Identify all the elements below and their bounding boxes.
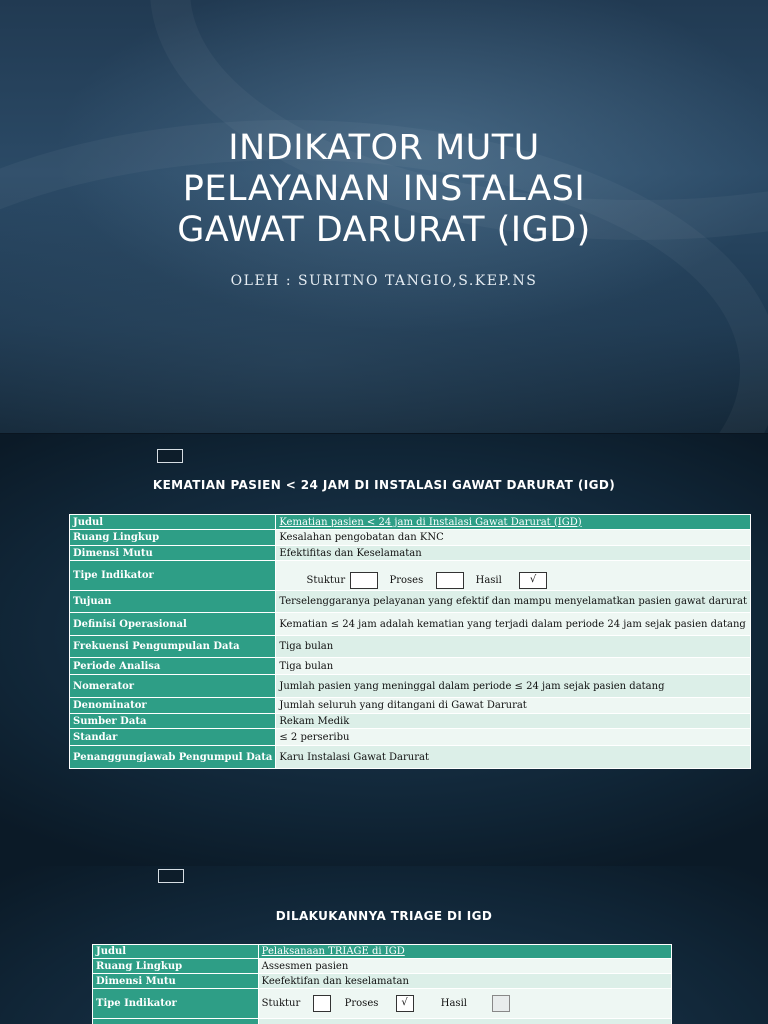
checkbox-hasil[interactable] xyxy=(492,995,510,1012)
row-value: Terselenggaranya pelayanan yang efektif dan mampu menyelamatkan pasien gawat darurat xyxy=(276,591,751,613)
checkbox-hasil[interactable]: √ xyxy=(519,572,547,589)
table-row xyxy=(70,729,751,746)
row-label: Definisi Operasional xyxy=(70,613,276,636)
table-row xyxy=(70,714,751,729)
row-label: Tipe Indikator xyxy=(70,561,276,591)
table-row xyxy=(70,746,751,769)
slide-title xyxy=(84,128,684,251)
checkbox-stuktur[interactable] xyxy=(350,572,378,589)
empty-placeholder-box xyxy=(157,449,183,463)
indicator-table xyxy=(69,514,751,769)
row-value: Karu Instalasi Gawat Darurat xyxy=(276,746,751,769)
table-row xyxy=(70,698,751,714)
indicator-table xyxy=(92,944,672,1024)
table-row xyxy=(93,959,672,974)
checkbox-stuktur[interactable] xyxy=(313,995,331,1012)
row-label: Standar xyxy=(70,729,276,746)
tipe-indikator-cell xyxy=(276,561,751,591)
row-value: Kematian pasien < 24 jam di Instalasi Gawat Darurat (IGD) xyxy=(276,515,751,530)
option-label-hasil: Hasil xyxy=(440,998,467,1009)
row-label: Penanggungjawab Pengumpul Data xyxy=(70,746,276,769)
table-row xyxy=(93,989,672,1019)
row-label: Frekuensi Pengumpulan Data xyxy=(70,636,276,658)
row-value: Keefektifan dan keselamatan xyxy=(258,974,671,989)
slide-subtitle: OLEH : SURITNO TANGIO,S.KEP.NS xyxy=(230,273,538,289)
indicator-slide-triage xyxy=(0,866,768,1024)
row-label: Judul xyxy=(93,945,259,959)
row-value: Rekam Medik xyxy=(276,714,751,729)
row-label: Nomerator xyxy=(70,675,276,698)
table-row xyxy=(70,561,751,591)
table-row xyxy=(93,945,672,959)
row-value xyxy=(258,1019,671,1024)
option-label-proses: Proses xyxy=(389,575,424,586)
row-label: Judul xyxy=(70,515,276,530)
title-line: INDIKATOR MUTU xyxy=(228,128,540,168)
table-row xyxy=(70,591,751,613)
tipe-indikator-cell xyxy=(258,989,671,1019)
table-row xyxy=(93,974,672,989)
table-row xyxy=(93,1019,672,1024)
table-row xyxy=(70,530,751,546)
title-line: PELAYANAN INSTALASI xyxy=(182,169,586,209)
row-label: Denominator xyxy=(70,698,276,714)
table-row xyxy=(70,658,751,675)
row-label: Ruang Lingkup xyxy=(70,530,276,546)
row-label: Ruang Lingkup xyxy=(93,959,259,974)
row-label: Dimensi Mutu xyxy=(93,974,259,989)
checkbox-proses[interactable] xyxy=(436,572,464,589)
table-row xyxy=(70,636,751,658)
option-label-stuktur: Stuktur xyxy=(306,575,346,586)
row-value: Assesmen pasien xyxy=(258,959,671,974)
row-label: Sumber Data xyxy=(70,714,276,729)
slide-heading: KEMATIAN PASIEN < 24 JAM DI INSTALASI GAWAT DARURAT (IGD) xyxy=(152,478,616,492)
option-label-stuktur: Stuktur xyxy=(261,998,301,1009)
row-label xyxy=(93,1019,259,1024)
row-value: Tiga bulan xyxy=(276,636,751,658)
row-value: ≤ 2 perseribu xyxy=(276,729,751,746)
title-slide xyxy=(0,0,768,433)
row-value: Kesalahan pengobatan dan KNC xyxy=(276,530,751,546)
title-line: GAWAT DARURAT (IGD) xyxy=(177,210,591,250)
slide-heading: DILAKUKANNYA TRIAGE DI IGD xyxy=(275,909,493,923)
row-label: Periode Analisa xyxy=(70,658,276,675)
row-value: Tiga bulan xyxy=(276,658,751,675)
row-value: Kematian ≤ 24 jam adalah kematian yang terjadi dalam periode 24 jam sejak pasien datang xyxy=(276,613,751,636)
table-row xyxy=(70,515,751,530)
table-row xyxy=(70,675,751,698)
row-label: Tujuan xyxy=(70,591,276,613)
row-value: Jumlah pasien yang meninggal dalam periode ≤ 24 jam sejak pasien datang xyxy=(276,675,751,698)
indicator-slide-kematian xyxy=(0,434,768,866)
row-value: Jumlah seluruh yang ditangani di Gawat Darurat xyxy=(276,698,751,714)
checkbox-proses[interactable]: √ xyxy=(396,995,414,1012)
row-value: Pelaksanaan TRIAGE di IGD xyxy=(258,945,671,959)
option-label-hasil: Hasil xyxy=(475,575,502,586)
row-label: Tipe Indikator xyxy=(93,989,259,1019)
table-row xyxy=(70,546,751,561)
table-row xyxy=(70,613,751,636)
row-label: Dimensi Mutu xyxy=(70,546,276,561)
empty-placeholder-box xyxy=(158,869,184,883)
row-value: Efektifitas dan Keselamatan xyxy=(276,546,751,561)
option-label-proses: Proses xyxy=(344,998,379,1009)
